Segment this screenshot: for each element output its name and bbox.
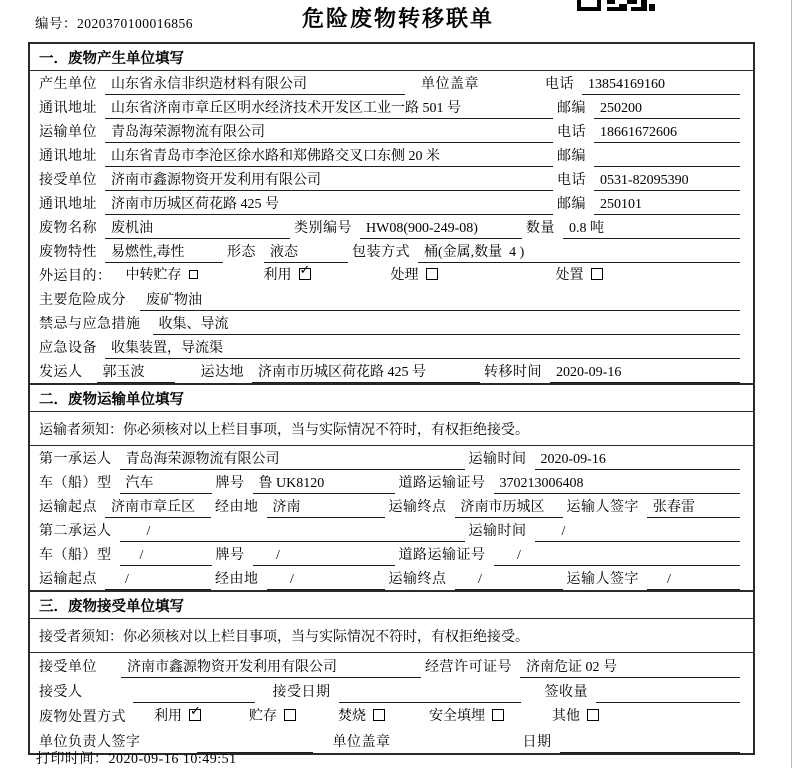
- field-value: 废机油: [105, 217, 290, 239]
- form-row: [30, 678, 753, 703]
- field-value: 鲁 UK8120: [253, 472, 395, 494]
- form-row: [30, 191, 753, 215]
- field-label: 包装方式: [352, 245, 410, 260]
- form-row: [30, 494, 753, 518]
- field-value: 青岛海荣源物流有限公司: [105, 121, 553, 143]
- field-value: 济南市历城区: [455, 496, 563, 518]
- field-label: 通讯地址: [39, 101, 97, 116]
- print-time-value: 2020-09-16 10:49:51: [108, 752, 237, 767]
- field-label: 经由地: [215, 500, 259, 515]
- field-label: 运输时间: [468, 524, 527, 539]
- checkbox-checked: [189, 704, 201, 721]
- field-label: 电话: [557, 125, 586, 140]
- field-value: /: [105, 572, 211, 590]
- field-value: 济南市历城区荷花路 425 号: [105, 193, 553, 215]
- form-row: [30, 335, 753, 359]
- checkbox-unchecked: [426, 268, 438, 280]
- field-value: 济南市鑫源物资开发利用有限公司: [105, 169, 553, 191]
- field-label: 签收量: [544, 685, 588, 700]
- field-label: 车（船）型: [39, 548, 112, 563]
- field-value: [133, 686, 255, 703]
- field-label: 接受日期: [272, 685, 331, 700]
- field-value: 张春雷: [647, 496, 740, 518]
- checkbox-option: [264, 264, 311, 287]
- field-label: 单位负责人签字: [39, 735, 141, 750]
- checkbox-option: [556, 264, 603, 287]
- field-value: 济南市历城区荷花路 425 号: [252, 361, 480, 383]
- field-value: /: [267, 572, 385, 590]
- field-value: [560, 736, 741, 753]
- field-label: 运输人签字: [566, 572, 639, 587]
- form-row: [30, 311, 753, 335]
- field-value: 2020-09-16: [550, 365, 740, 383]
- doc-number-label: 编号：: [35, 16, 77, 31]
- field-label: 转移时间: [484, 365, 542, 380]
- checkbox-unchecked: [284, 709, 296, 721]
- field-label: 废物特性: [39, 245, 97, 260]
- field-label: 产生单位: [39, 77, 97, 92]
- field-label: 外运目的：: [39, 269, 112, 284]
- checkbox-unchecked: [492, 709, 504, 721]
- field-value: [594, 150, 740, 167]
- manifest-form: [28, 42, 755, 755]
- field-value: /: [120, 524, 465, 542]
- field-value: 液态: [264, 241, 348, 263]
- field-value: /: [120, 548, 212, 566]
- checkbox-label: 焚烧: [338, 709, 366, 724]
- check-icon: ✓: [299, 263, 311, 278]
- field-value: 370213006408: [494, 476, 741, 494]
- field-value: /: [647, 572, 740, 590]
- field-value: 郭玉波: [97, 361, 175, 383]
- checkbox-label: 处理: [390, 268, 419, 283]
- field-label: 车（船）型: [39, 476, 112, 491]
- qr-code-partial-icon: [577, 0, 657, 11]
- checkbox-checked: [299, 263, 311, 280]
- field-label: 通讯地址: [39, 197, 97, 212]
- form-row: [30, 239, 753, 263]
- field-label: 废物名称: [39, 221, 97, 236]
- check-icon: ✓: [190, 704, 201, 719]
- section-title: 二．废物运输单位填写: [30, 385, 753, 412]
- page-edge-line: [791, 0, 792, 768]
- field-label: 应急设备: [39, 341, 97, 356]
- form-section: [30, 44, 753, 383]
- field-label: 单位盖章: [421, 77, 479, 92]
- field-label: 运输人签字: [566, 500, 639, 515]
- doc-number-value: 2020370100016856: [77, 16, 193, 31]
- field-label: 经营许可证号: [425, 660, 512, 675]
- field-value: 山东省济南市章丘区明水经济技术开发区工业一路 501 号: [105, 97, 553, 119]
- field-label: 发运人: [39, 365, 83, 380]
- field-value: 13854169160: [582, 77, 740, 95]
- checkbox-option: [126, 264, 198, 287]
- print-time-label: 打印时间：: [36, 752, 109, 767]
- field-value: [596, 686, 740, 703]
- field-value: [339, 686, 521, 703]
- form-row: [30, 119, 753, 143]
- form-row: [30, 287, 753, 311]
- section-title: 三．废物接受单位填写: [30, 592, 753, 619]
- field-label: 禁忌与应急措施: [39, 317, 141, 332]
- checkbox-option: [391, 264, 438, 287]
- section-title: 一．废物产生单位填写: [30, 44, 753, 71]
- checkbox-unchecked: [189, 270, 198, 279]
- form-row: [30, 542, 753, 566]
- section-notice: 运输者须知：你必须核对以上栏目事项，当与实际情况不符时，有权拒绝接受。: [30, 412, 753, 446]
- form-row: [30, 653, 753, 678]
- field-value: 易燃性,毒性: [105, 241, 223, 263]
- field-label: 形态: [227, 245, 256, 260]
- field-value: 收集、导流: [153, 313, 741, 335]
- field-label: 接受单位: [39, 173, 97, 188]
- field-label: 通讯地址: [39, 149, 97, 164]
- field-label: 道路运输证号: [398, 548, 486, 563]
- checkbox-label: 安全填埋: [429, 709, 485, 724]
- form-row: [30, 71, 753, 95]
- checkbox-unchecked: [591, 268, 603, 280]
- field-label: 电话: [557, 173, 586, 188]
- field-label: 运输时间: [468, 452, 527, 467]
- field-label: 运输起点: [39, 572, 97, 587]
- field-value: 山东省青岛市李沧区徐水路和郑佛路交叉口东侧 20 米: [105, 145, 553, 167]
- field-value: 0531-82095390: [594, 173, 740, 191]
- field-label: 牌号: [215, 476, 245, 491]
- field-label: 运输单位: [39, 125, 97, 140]
- field-label: 邮编: [557, 101, 586, 116]
- field-value: 汽车: [120, 472, 212, 494]
- field-value: 2020-09-16: [535, 452, 741, 470]
- field-label: 单位盖章: [332, 735, 391, 750]
- field-label: 主要危险成分: [39, 293, 126, 308]
- field-value: 济南: [267, 496, 385, 518]
- field-label: 邮编: [557, 197, 586, 212]
- form-row: [30, 566, 753, 590]
- form-row: [30, 446, 753, 470]
- field-value: 济南市鑫源物资开发利用有限公司: [121, 656, 421, 678]
- field-value: 废矿物油: [140, 289, 740, 311]
- field-value: 济南市章丘区: [105, 496, 211, 518]
- field-label: 日期: [522, 735, 552, 750]
- form-row: [30, 359, 753, 383]
- form-row: [30, 215, 753, 239]
- checkbox-label: 中转贮存: [125, 268, 182, 283]
- field-label: 邮编: [557, 149, 586, 164]
- field-value: /: [455, 572, 563, 590]
- checkbox-label: 贮存: [249, 709, 277, 724]
- form-row: [30, 143, 753, 167]
- field-label: 接受人: [39, 685, 83, 700]
- checkbox-label: 利用: [263, 268, 292, 283]
- field-value: 山东省永信非织造材料有限公司: [105, 73, 405, 95]
- form-row: [30, 167, 753, 191]
- field-label: 经由地: [215, 572, 259, 587]
- field-label: 运输终点: [388, 500, 447, 515]
- checkbox-option: [338, 705, 385, 728]
- field-label: 运达地: [200, 365, 244, 380]
- checkbox-option: [249, 705, 296, 728]
- field-label: 电话: [545, 77, 574, 92]
- page-title: 危险废物转移联单: [301, 6, 494, 31]
- checkbox-unchecked: [373, 709, 385, 721]
- field-value: 250200: [594, 101, 740, 119]
- section-notice: 接受者须知：你必须核对以上栏目事项，当与实际情况不符时，有权拒绝接受。: [30, 619, 753, 653]
- field-value: /: [253, 548, 395, 566]
- field-label: 运输起点: [39, 500, 97, 515]
- form-row: [30, 703, 753, 728]
- field-label: 牌号: [215, 548, 245, 563]
- field-value: 18661672606: [594, 125, 740, 143]
- form-row: [30, 518, 753, 542]
- field-value: HW08(900-249-08): [360, 221, 522, 239]
- checkbox-option: [154, 705, 201, 728]
- field-value: 0.8 吨: [563, 217, 740, 239]
- form-section: [30, 590, 753, 753]
- field-value: /: [494, 548, 741, 566]
- form-row: [30, 470, 753, 494]
- field-label: 第一承运人: [39, 452, 112, 467]
- field-label: 数量: [526, 221, 555, 236]
- field-label: 类别编号: [294, 221, 352, 236]
- checkbox-label: 处置: [555, 268, 584, 283]
- checkbox-label: 其他: [552, 709, 580, 724]
- checkbox-option: [552, 705, 599, 728]
- print-time: [36, 748, 237, 768]
- field-value: 收集装置，导流渠: [105, 337, 740, 359]
- field-value: 桶(金属,数量 4 ): [418, 241, 740, 263]
- field-value: /: [535, 524, 741, 542]
- form-section: [30, 383, 753, 590]
- field-label: 道路运输证号: [398, 476, 486, 491]
- field-value: 青岛海荣源物流有限公司: [120, 448, 465, 470]
- field-value: 250101: [594, 197, 740, 215]
- field-label: 第二承运人: [39, 524, 112, 539]
- checkbox-option: [429, 705, 504, 728]
- field-value: 济南危证 02 号: [520, 656, 740, 678]
- checkbox-label: 利用: [154, 709, 182, 724]
- field-label: 运输终点: [388, 572, 447, 587]
- field-label: 接受单位: [39, 660, 97, 675]
- form-row: [30, 263, 753, 287]
- form-row: [30, 95, 753, 119]
- field-label: 废物处置方式: [39, 710, 126, 725]
- checkbox-unchecked: [587, 709, 599, 721]
